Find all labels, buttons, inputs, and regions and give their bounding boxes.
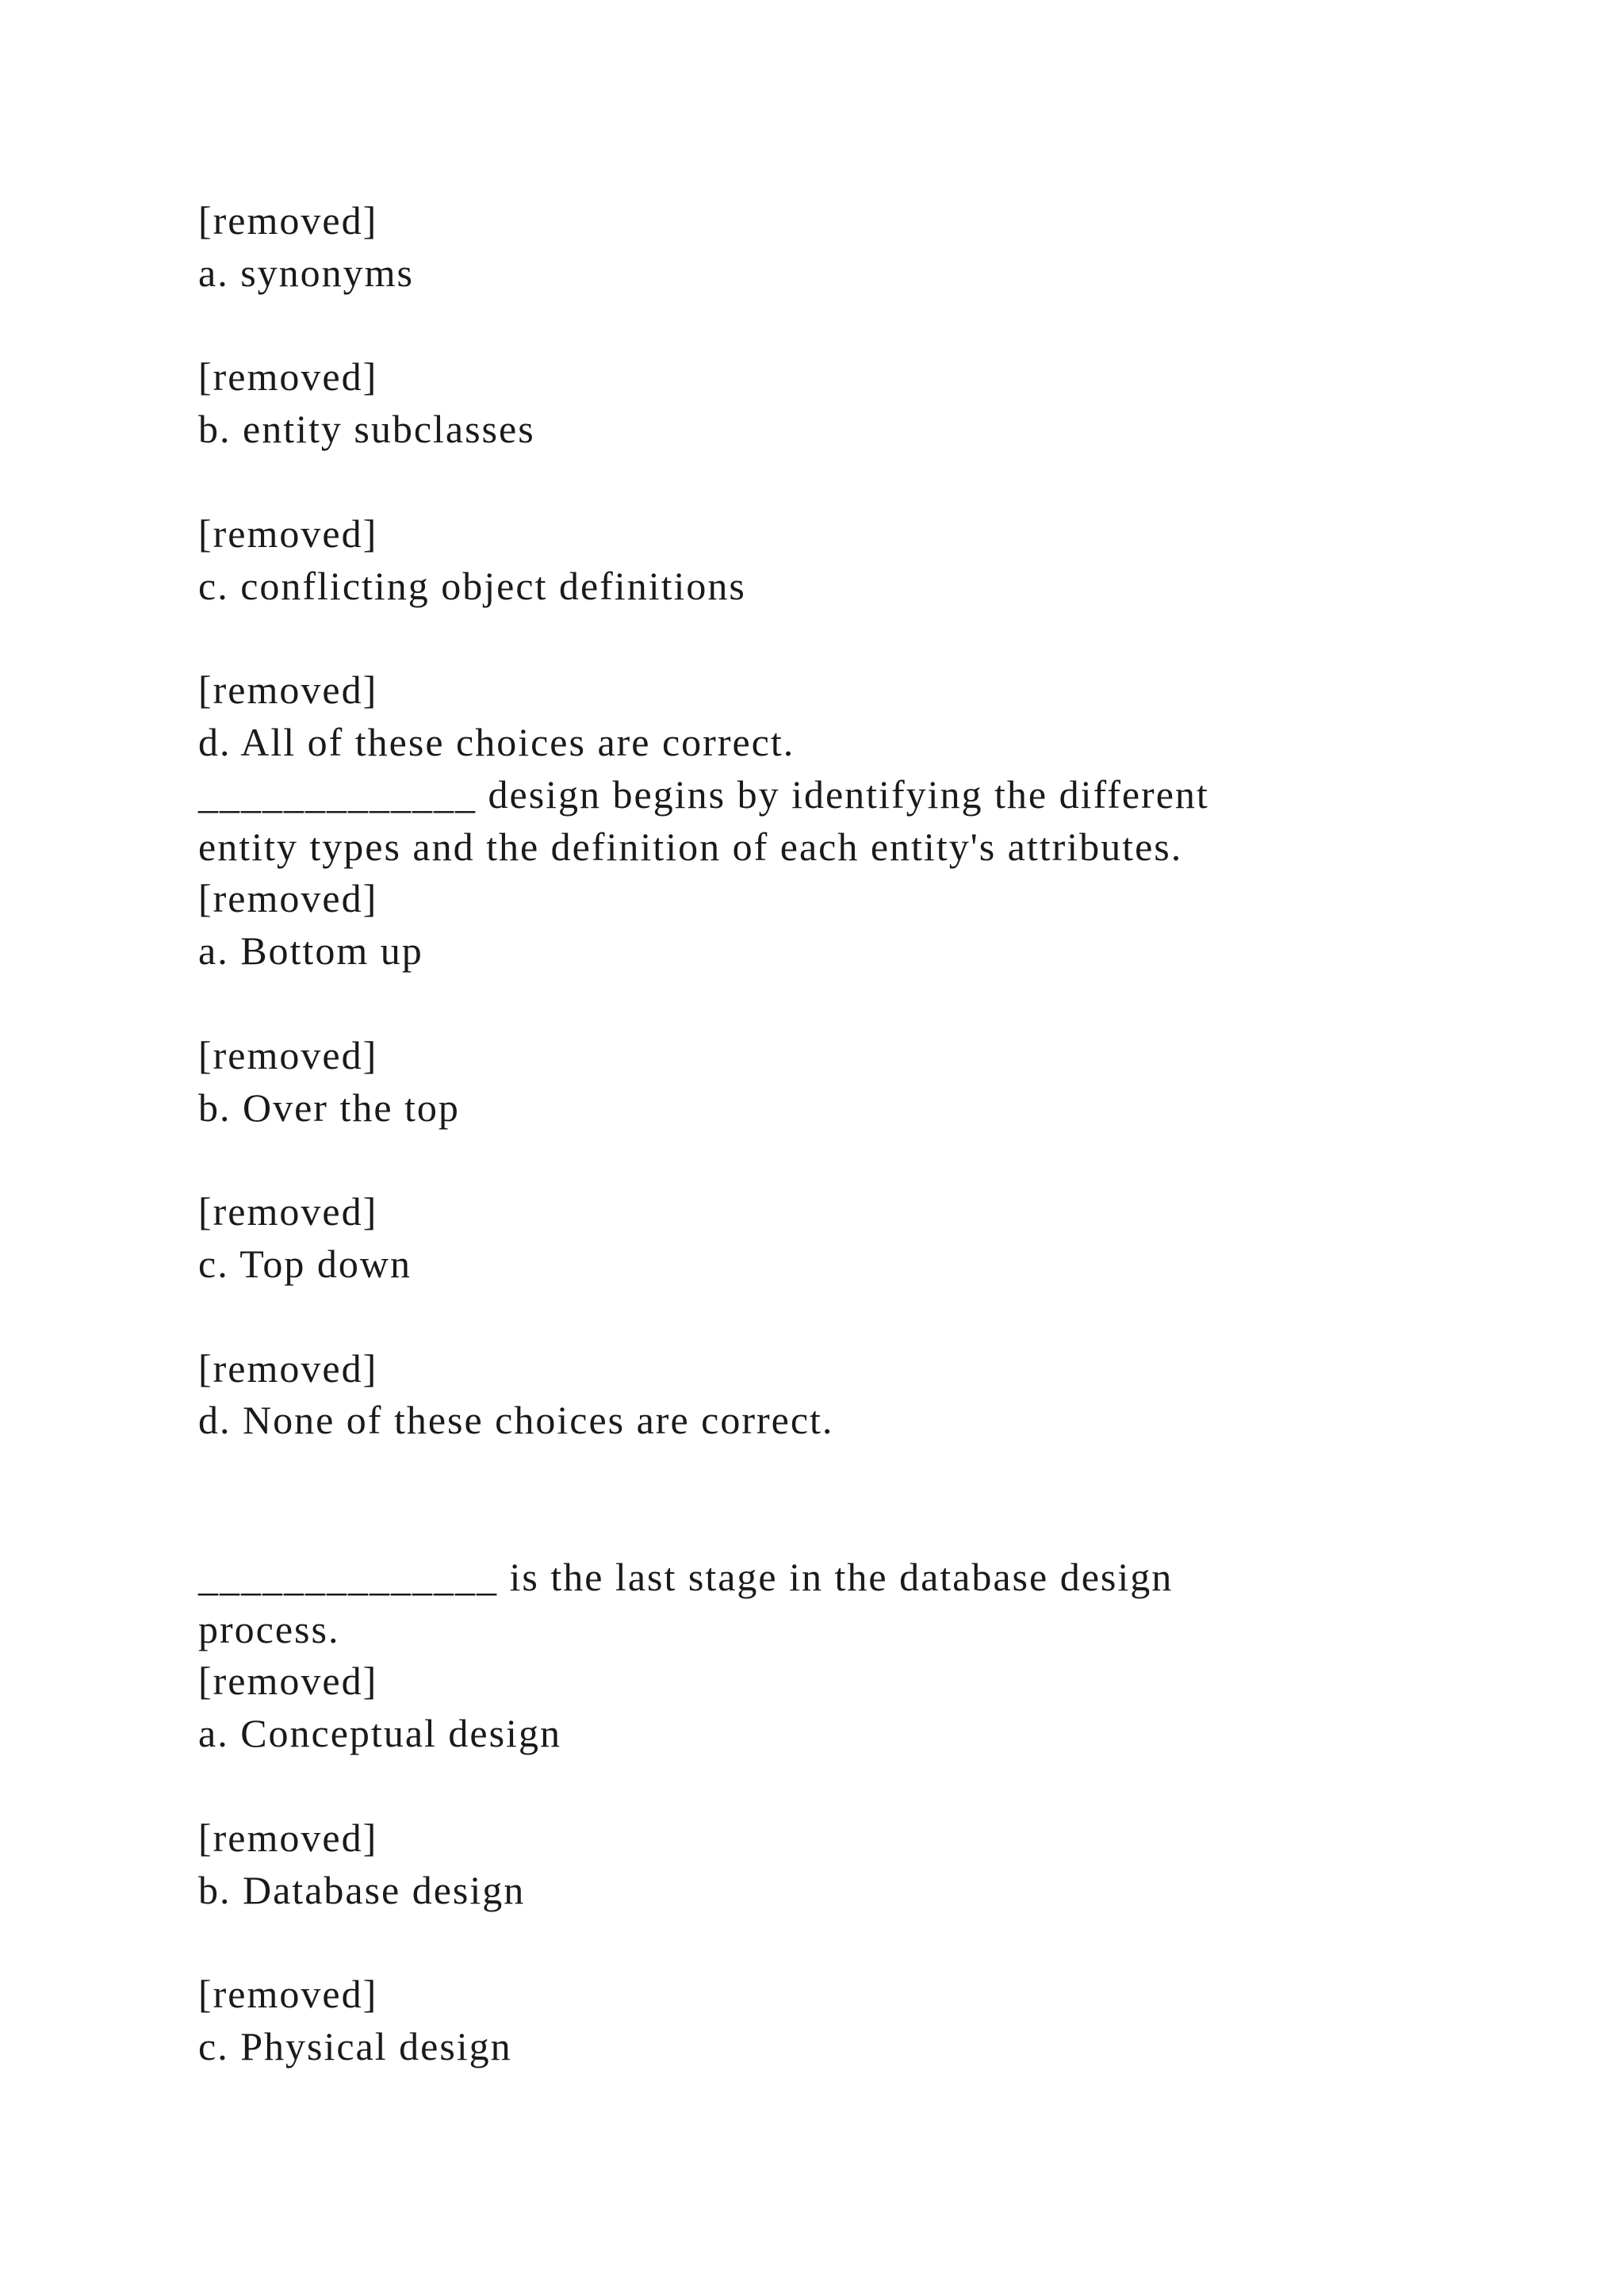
option-a: a. synonyms bbox=[198, 250, 414, 295]
spacer bbox=[198, 300, 1435, 352]
removed-marker: [removed] bbox=[198, 1659, 378, 1704]
option-a: a. Bottom up bbox=[198, 928, 423, 974]
question-stem: entity types and the definition of each entity's attributes. bbox=[198, 824, 1183, 869]
option-c: c. Physical design bbox=[198, 2023, 512, 2068]
option-c: c. Top down bbox=[198, 1241, 412, 1286]
question-stem: _____________ design begins by identifying the different bbox=[198, 771, 1209, 817]
spacer bbox=[198, 1447, 1435, 1552]
removed-marker: [removed] bbox=[198, 1815, 378, 1860]
removed-marker: [removed] bbox=[198, 198, 378, 243]
spacer bbox=[198, 1291, 1435, 1343]
spacer bbox=[198, 978, 1435, 1030]
option-c: c. conflicting object definitions bbox=[198, 563, 746, 608]
question-1-options bbox=[198, 195, 1435, 769]
removed-marker: [removed] bbox=[198, 1345, 378, 1391]
question-stem: process. bbox=[198, 1606, 340, 1651]
removed-marker: [removed] bbox=[198, 668, 378, 713]
document-body bbox=[198, 195, 1435, 2073]
option-b: b. Database design bbox=[198, 1867, 526, 1912]
spacer bbox=[198, 1916, 1435, 1969]
spacer bbox=[198, 1134, 1435, 1186]
spacer bbox=[198, 456, 1435, 508]
removed-marker: [removed] bbox=[198, 354, 378, 400]
removed-marker: [removed] bbox=[198, 1972, 378, 2017]
option-d: d. None of these choices are correct. bbox=[198, 1398, 834, 1443]
option-a: a. Conceptual design bbox=[198, 1711, 561, 1756]
removed-marker: [removed] bbox=[198, 876, 378, 921]
question-2 bbox=[198, 769, 1435, 1447]
question-stem: ______________ is the last stage in the database design bbox=[198, 1554, 1174, 1599]
option-b: b. Over the top bbox=[198, 1085, 460, 1130]
removed-marker: [removed] bbox=[198, 1032, 378, 1077]
removed-marker: [removed] bbox=[198, 1189, 378, 1234]
removed-marker: [removed] bbox=[198, 511, 378, 556]
question-3 bbox=[198, 1552, 1435, 2073]
option-b: b. entity subclasses bbox=[198, 407, 535, 452]
spacer bbox=[198, 1760, 1435, 1812]
spacer bbox=[198, 612, 1435, 664]
option-d: d. All of these choices are correct. bbox=[198, 719, 795, 764]
